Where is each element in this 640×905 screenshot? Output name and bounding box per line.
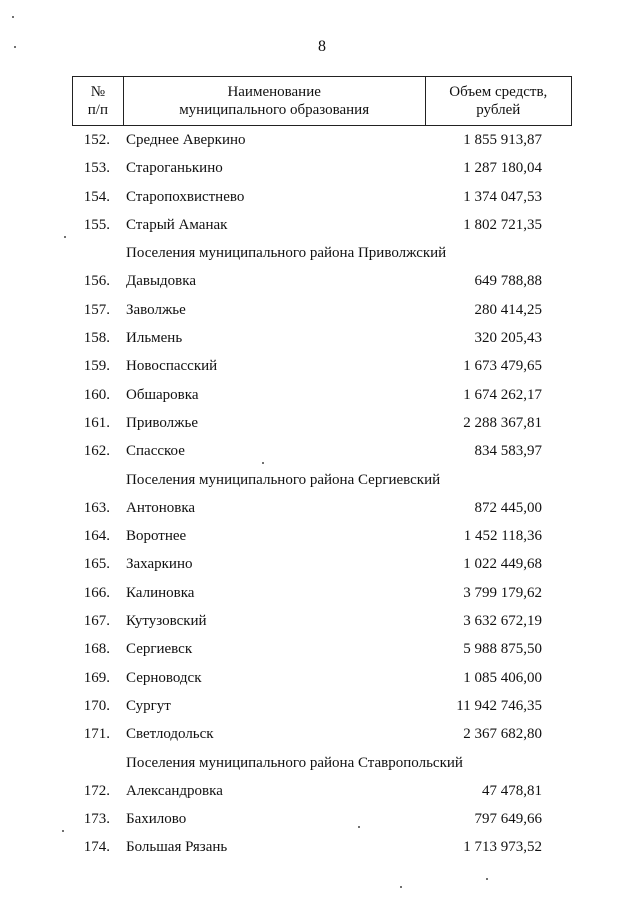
municipality-name: Антоновка <box>126 499 196 516</box>
section-heading-row <box>0 466 640 494</box>
table-row <box>0 352 640 380</box>
row-number: 158. <box>83 330 110 347</box>
row-number: 153. <box>83 160 110 177</box>
amount-value: 1 855 913,87 <box>463 132 542 148</box>
row-number: 152. <box>83 132 110 148</box>
table-row <box>0 183 640 211</box>
row-number: 154. <box>83 188 110 205</box>
row-number: 170. <box>83 697 110 714</box>
header-amount-column <box>425 77 571 126</box>
municipality-name: Светлодольск <box>126 726 214 743</box>
table-row <box>0 126 640 154</box>
amount-value: 1 374 047,53 <box>463 188 542 205</box>
municipality-name: Сергиевск <box>126 641 193 658</box>
section-heading-row <box>0 239 640 267</box>
header-number-column <box>73 77 124 126</box>
municipality-name: Захаркино <box>126 556 193 573</box>
municipality-name: Новоспасский <box>126 358 218 375</box>
municipality-name: Большая Рязань <box>126 839 228 856</box>
amount-value: 2 367 682,80 <box>463 726 542 743</box>
scan-speck <box>62 830 64 832</box>
row-number: 173. <box>83 811 110 828</box>
table-header <box>72 76 572 126</box>
scan-speck <box>64 236 66 238</box>
section-heading-row <box>0 749 640 777</box>
amount-value: 2 288 367,81 <box>463 414 542 431</box>
amount-value: 649 788,88 <box>474 273 542 290</box>
header-number-line1: № <box>90 84 106 100</box>
row-number: 157. <box>83 301 110 318</box>
row-number: 165. <box>83 556 110 573</box>
table-row <box>0 720 640 748</box>
municipality-name: Сургут <box>126 697 171 714</box>
header-number-line2: п/п <box>87 102 108 118</box>
scan-speck <box>358 826 360 828</box>
table-body <box>0 126 640 862</box>
table-row <box>0 154 640 182</box>
scan-speck <box>400 886 402 888</box>
row-number: 161. <box>83 414 110 431</box>
amount-value: 47 478,81 <box>482 782 542 799</box>
header-amount-line2: рублей <box>476 102 521 118</box>
municipality-name: Старопохвистнево <box>126 188 245 205</box>
header-name-line2: муниципального образования <box>179 102 370 118</box>
amount-value: 320 205,43 <box>474 330 542 347</box>
section-heading: Поселения муниципального района Сергиевский <box>126 471 441 488</box>
table-row <box>0 211 640 239</box>
row-number: 160. <box>83 386 110 403</box>
table-row <box>0 437 640 465</box>
amount-value: 1 452 118,36 <box>463 528 542 545</box>
row-number: 163. <box>83 499 110 516</box>
row-number: 174. <box>83 839 110 856</box>
municipality-name: Заволжье <box>126 301 186 318</box>
table-row <box>0 579 640 607</box>
table-row <box>0 409 640 437</box>
scan-speck <box>262 462 264 464</box>
amount-value: 797 649,66 <box>474 811 542 828</box>
amount-value: 280 414,25 <box>474 301 542 318</box>
table-row <box>0 381 640 409</box>
row-number: 166. <box>83 584 110 601</box>
row-number: 162. <box>83 443 110 460</box>
table-row <box>0 522 640 550</box>
row-number: 169. <box>83 669 110 686</box>
municipality-name: Воротнее <box>126 528 187 545</box>
row-number: 167. <box>83 613 110 630</box>
table-row <box>0 777 640 805</box>
municipality-name: Калиновка <box>126 584 195 601</box>
table-row <box>0 833 640 861</box>
table-row <box>0 635 640 663</box>
scan-speck <box>486 878 488 880</box>
municipality-name: Старый Аманак <box>126 216 228 233</box>
table-row <box>0 607 640 635</box>
municipality-name: Александровка <box>126 782 223 799</box>
municipality-name: Кутузовский <box>126 613 207 630</box>
amount-value: 1 673 479,65 <box>463 358 542 375</box>
header-amount-line1: Объем средств, <box>449 84 548 100</box>
municipality-name: Ильмень <box>126 330 183 347</box>
table-row <box>0 267 640 295</box>
municipality-name: Бахилово <box>126 811 187 828</box>
row-number: 164. <box>83 528 110 545</box>
amount-value: 3 799 179,62 <box>463 584 542 601</box>
municipality-name: Серноводск <box>126 669 202 686</box>
table-row <box>0 550 640 578</box>
table-row <box>0 692 640 720</box>
table-row <box>0 664 640 692</box>
row-number: 159. <box>83 358 110 375</box>
municipality-name: Давыдовка <box>126 273 196 290</box>
page-number: 8 <box>318 38 326 55</box>
table-row <box>0 296 640 324</box>
row-number: 156. <box>83 273 110 290</box>
table-row <box>0 805 640 833</box>
row-number: 155. <box>83 216 110 233</box>
municipality-name: Приволжье <box>126 414 198 431</box>
amount-value: 1 085 406,00 <box>463 669 542 686</box>
amount-value: 1 802 721,35 <box>463 216 542 233</box>
amount-value: 1 674 262,17 <box>463 386 542 403</box>
row-number: 172. <box>83 782 110 799</box>
municipality-name: Среднее Аверкино <box>126 132 246 148</box>
scan-speck <box>12 16 14 18</box>
amount-value: 1 713 973,52 <box>463 839 542 856</box>
section-heading: Поселения муниципального района Ставропольский <box>126 754 463 771</box>
header-name-line1: Наименование <box>227 84 321 100</box>
scan-speck <box>14 46 16 48</box>
amount-value: 834 583,97 <box>474 443 542 460</box>
amount-value: 3 632 672,19 <box>463 613 542 630</box>
amount-value: 1 022 449,68 <box>463 556 542 573</box>
municipality-name: Спасское <box>126 443 185 460</box>
header-name-column <box>123 77 425 126</box>
table-row <box>0 494 640 522</box>
section-heading: Поселения муниципального района Приволжский <box>126 245 447 262</box>
municipality-name: Обшаровка <box>126 386 199 403</box>
table-row <box>0 324 640 352</box>
municipality-name: Староганькино <box>126 160 223 177</box>
amount-value: 5 988 875,50 <box>463 641 542 658</box>
row-number: 168. <box>83 641 110 658</box>
row-number: 171. <box>83 726 110 743</box>
amount-value: 1 287 180,04 <box>463 160 542 177</box>
amount-value: 872 445,00 <box>474 499 542 516</box>
amount-value: 11 942 746,35 <box>456 697 542 714</box>
